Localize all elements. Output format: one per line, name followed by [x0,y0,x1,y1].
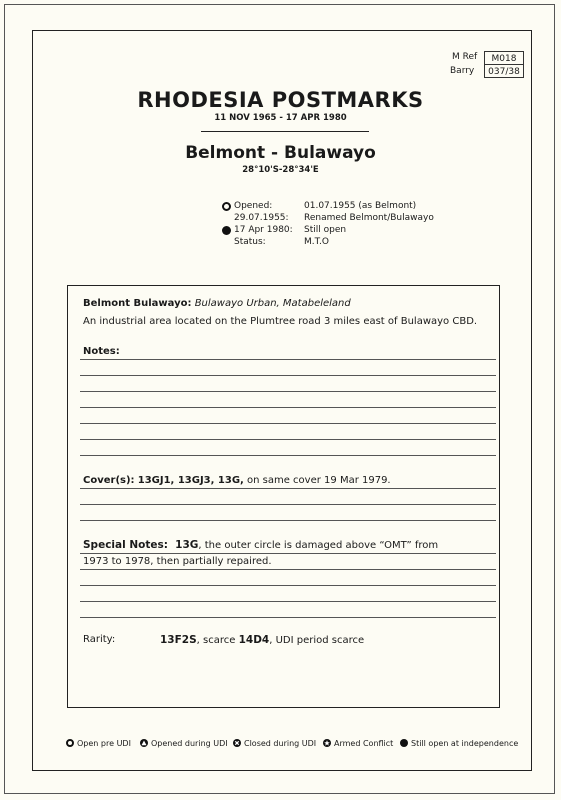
renamed-value: Renamed Belmont/Bulawayo [304,213,434,223]
special-rule [80,617,496,618]
covers-text: on same cover 19 Mar 1979. [247,475,391,486]
opened-label: Opened: [234,201,273,211]
star-circle-icon [323,739,331,747]
special-rule [80,569,496,570]
filled-circle-icon [222,226,231,235]
covers-label: Cover(s): [83,475,135,486]
notes-rule [80,439,496,440]
rarity-line [160,634,364,646]
opened-value: 01.07.1955 (as Belmont) [304,201,417,211]
notes-rule [80,407,496,408]
special-rule [80,601,496,602]
filled-circle-icon [400,739,408,747]
legend-label: Armed Conflict [334,739,394,748]
open-circle-icon [222,202,231,211]
rarity-code-1: 13F2S [160,634,197,646]
legend-label: Opened during UDI [151,739,228,748]
rarity-code-2: 14D4 [238,634,270,646]
mref-value: M018 [484,51,524,65]
independence-label: 17 Apr 1980: [234,225,293,235]
barry-value: 037/38 [484,64,524,78]
special-line-1 [83,539,438,551]
rarity-text-1: , scarce [196,635,236,646]
place-name: Belmont Bulawayo: [83,298,192,309]
renamed-label: 29.07.1955: [234,213,289,223]
legend-closed-during-udi [233,739,316,748]
open-circle-icon [66,739,74,747]
special-label: Special Notes: [83,539,168,551]
legend-armed-conflict [323,739,393,748]
barry-label: Barry [450,66,475,76]
notes-label: Notes: [83,346,120,357]
status-value: M.T.O [304,237,330,247]
special-rule [80,585,496,586]
place-line [83,298,351,309]
period-dates: 11 NOV 1965 - 17 APR 1980 [214,113,347,123]
legend-label: Closed during UDI [244,739,317,748]
special-text-1: , the outer circle is damaged above “OMT” from [198,540,439,551]
legend-label: Still open at independence [411,739,519,748]
special-code: 13G [175,539,199,551]
covers-rule [80,504,496,505]
special-text-2: 1973 to 1978, then partially repaired. [83,556,272,567]
rarity-text-2: , UDI period scarce [269,635,365,646]
special-rule [80,553,496,554]
place-description: An industrial area located on the Plumtree road 3 miles east of Bulawayo CBD. [83,316,478,327]
place-region: Bulawayo Urban, Matabeleland [194,298,351,309]
triangle-circle-icon [140,739,148,747]
mref-label: M Ref [452,52,478,62]
office-name: Belmont - Bulawayo [185,143,376,163]
cross-circle-icon [233,739,241,747]
independence-value: Still open [304,225,347,235]
page-title: RHODESIA POSTMARKS [137,88,424,112]
notes-rule [80,455,496,456]
covers-rule [80,520,496,521]
notes-rule [80,375,496,376]
notes-rule [80,423,496,424]
covers-line [83,475,391,486]
notes-rule [80,359,496,360]
covers-rule [80,488,496,489]
legend-opened-during-udi [140,739,228,748]
status-label: Status: [234,237,266,247]
title-divider [201,131,369,132]
legend-open-pre-udi [66,739,131,748]
rarity-label: Rarity: [83,634,116,645]
legend-still-open [400,739,518,748]
covers-codes: 13GJ1, 13GJ3, 13G, [137,475,244,486]
legend-label: Open pre UDI [77,739,131,748]
notes-rule [80,391,496,392]
office-coordinates: 28°10'S-28°34'E [242,165,319,175]
